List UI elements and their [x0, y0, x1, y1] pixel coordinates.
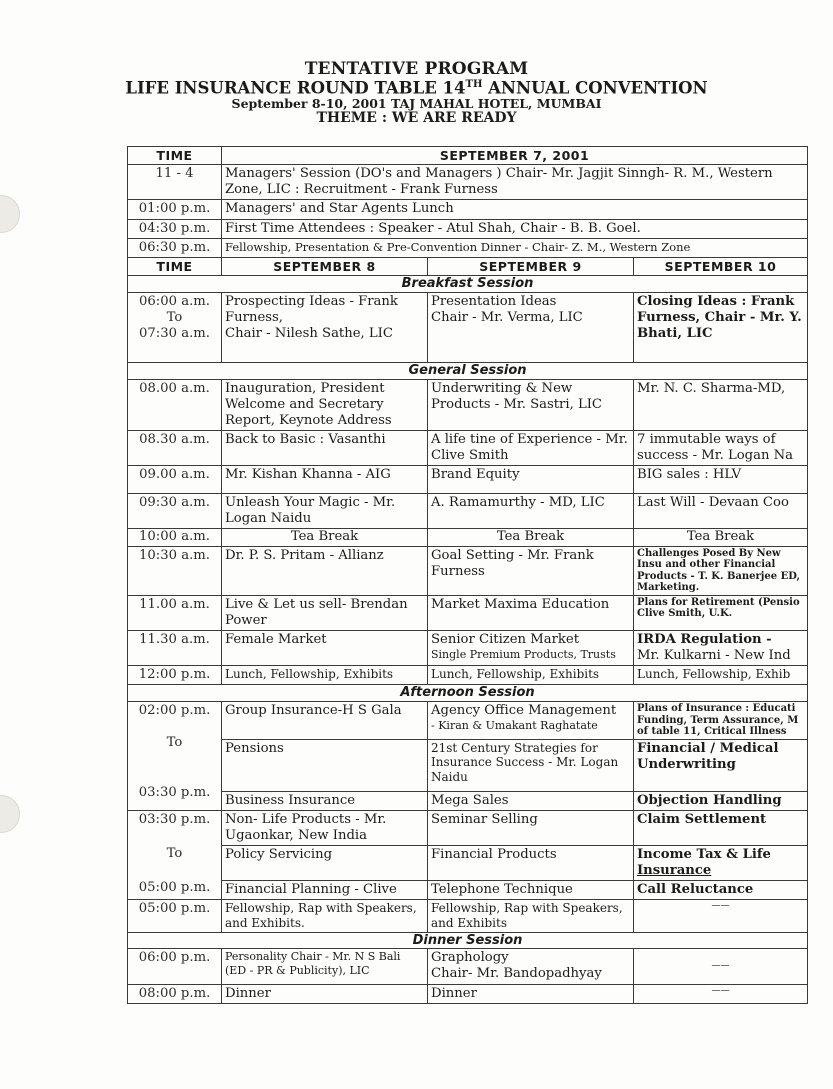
session-cell: Fellowship, Rap with Speakers, and Exhibits. [222, 900, 428, 932]
table-row [128, 631, 808, 666]
session-cell: Prospecting Ideas - Frank Furness, Chair - Nilesh Sathe, LIC [222, 292, 428, 362]
time-cell: 08:00 p.m. [128, 984, 222, 1003]
table-row [128, 595, 808, 630]
table-row [128, 494, 808, 529]
session-text: Mr. Kulkarni - New Ind [637, 648, 791, 664]
program-table [127, 146, 808, 1004]
session-text: Personality Chair - Mr. N S Bali [225, 950, 401, 964]
session-cell: Mr. Kishan Khanna - AIG [222, 466, 428, 494]
session-cell: Call Reluctance [634, 881, 808, 900]
tea-break-cell: Tea Break [428, 529, 634, 547]
session-text: (ED - PR & Publicity), LIC [225, 963, 370, 977]
table-row [128, 238, 808, 257]
session-cell: Lunch, Fellowship, Exhib [634, 666, 808, 685]
time-end: 03:30 p.m. [138, 785, 211, 801]
time-to: To [166, 735, 183, 751]
session-cell: Claim Settlement [634, 810, 808, 845]
time-cell: 06:00 p.m. [128, 949, 222, 984]
session-cell: —— [634, 949, 808, 984]
table-row [128, 900, 808, 932]
session-title-row [128, 932, 808, 949]
session-cell [428, 631, 634, 666]
time-cell: 04:30 p.m. [128, 219, 222, 238]
tea-break-cell: Tea Break [634, 529, 808, 547]
time-end: 05:00 p.m. [138, 879, 211, 895]
table-row [128, 200, 808, 219]
session-cell: Financial Planning - Clive [222, 881, 428, 900]
punch-hole-top [0, 195, 20, 233]
time-cell: 11 - 4 [128, 165, 222, 200]
session-title-row [128, 275, 808, 292]
time-cell: 06:30 p.m. [128, 238, 222, 257]
table-row [128, 546, 808, 595]
afternoon-session-title: Afternoon Session [128, 685, 808, 702]
table-row [128, 702, 808, 740]
time-cell [128, 810, 222, 899]
table-row [128, 666, 808, 685]
session-text: Insurance [637, 863, 712, 879]
breakfast-session-title: Breakfast Session [128, 275, 808, 292]
time-cell: 11.30 a.m. [128, 631, 222, 666]
session-cell: Inauguration, President Welcome and Secretary Report, Keynote Address [222, 379, 428, 430]
session-cell: Business Insurance [222, 791, 428, 810]
session-cell: Policy Servicing [222, 845, 428, 880]
table-row [128, 984, 808, 1003]
session-cell [428, 702, 634, 740]
session-cell: A. Ramamurthy - MD, LIC [428, 494, 634, 529]
session-title-row [128, 685, 808, 702]
session-cell: Managers' and Star Agents Lunch [222, 200, 808, 219]
session-cell: —— [634, 900, 808, 932]
session-cell: Group Insurance-H S Gala [222, 702, 428, 740]
session-cell: Plans for Retirement (Pensio Clive Smith, U.K. [634, 595, 808, 630]
time-header: TIME [128, 257, 222, 275]
session-title-row [128, 362, 808, 379]
session-cell: 21st Century Strategies for Insurance Success - Mr. Logan Naidu [428, 739, 634, 791]
time-end: 07:30 a.m. [139, 326, 210, 342]
time-to: To [166, 309, 183, 325]
session-text: Senior Citizen Market [431, 632, 580, 648]
session-cell: Brand Equity [428, 466, 634, 494]
session-cell: Plans of Insurance : Educati Funding, Term Assurance, M of table 11, Critical Illness [634, 702, 808, 740]
time-cell: 08.30 a.m. [128, 430, 222, 465]
session-cell: 7 immutable ways of success - Mr. Logan Na [634, 430, 808, 465]
table-row [128, 165, 808, 200]
title-convention [0, 79, 833, 98]
time-cell: 09.00 a.m. [128, 466, 222, 494]
session-text: Graphology [431, 950, 509, 966]
time-cell: 01:00 p.m. [128, 200, 222, 219]
session-cell: Last Will - Devaan Coo [634, 494, 808, 529]
table-row [128, 791, 808, 810]
dinner-session-title: Dinner Session [128, 932, 808, 949]
session-cell: Presentation Ideas Chair - Mr. Verma, LIC [428, 292, 634, 362]
table-row [128, 466, 808, 494]
table-row [128, 845, 808, 880]
document-header [0, 60, 833, 126]
time-start: 06:00 a.m. [139, 293, 210, 309]
table-row [128, 881, 808, 900]
time-cell: 11.00 a.m. [128, 595, 222, 630]
table-row [128, 430, 808, 465]
session-cell: Unleash Your Magic - Mr. Logan Naidu [222, 494, 428, 529]
day-header-sept-9: SEPTEMBER 9 [428, 257, 634, 275]
time-cell: 05:00 p.m. [128, 900, 222, 932]
time-cell [128, 292, 222, 362]
session-text: Income Tax & Life [637, 846, 771, 862]
session-text: Agency Office Management [431, 703, 617, 719]
session-text: Managers' Session (DO's and Managers ) Chair- Mr. Jagjit Sinngh- R. M., Western [225, 166, 773, 182]
session-cell: Mega Sales [428, 791, 634, 810]
session-cell: Mr. N. C. Sharma-MD, [634, 379, 808, 430]
day-header-sept-8: SEPTEMBER 8 [222, 257, 428, 275]
time-to: To [166, 845, 183, 861]
table-row [128, 810, 808, 845]
session-cell: Challenges Posed By New Insu and other Financial Products - T. K. Banerjee ED, Marketing. [634, 546, 808, 595]
session-cell: Female Market [222, 631, 428, 666]
title-convention-main: LIFE INSURANCE ROUND TABLE 14 [125, 78, 466, 98]
session-text: Zone, LIC : Recruitment - Frank Furness [225, 182, 498, 198]
session-cell: Back to Basic : Vasanthi [222, 430, 428, 465]
table-row [128, 529, 808, 547]
session-cell: A life tine of Experience - Mr. Clive Smith [428, 430, 634, 465]
time-start: 02:00 p.m. [138, 703, 211, 719]
session-cell [634, 631, 808, 666]
session-cell: Live & Let us sell- Brendan Power [222, 595, 428, 630]
session-cell: Lunch, Fellowship, Exhibits [428, 666, 634, 685]
session-text: IRDA Regulation - [637, 632, 772, 648]
day-header-sept-10: SEPTEMBER 10 [634, 257, 808, 275]
date-header-sept-7: SEPTEMBER 7, 2001 [222, 147, 808, 165]
session-cell: Closing Ideas : Frank Furness, Chair - Mr. Y. Bhati, LIC [634, 292, 808, 362]
punch-hole-bottom [0, 795, 20, 833]
session-cell: Dr. P. S. Pritam - Allianz [222, 546, 428, 595]
subtitle-dates-venue: September 8-10, 2001 TAJ MAHAL HOTEL, MUMBAI [231, 96, 602, 112]
session-cell: Fellowship, Presentation & Pre-Convention Dinner - Chair- Z. M., Western Zone [222, 238, 808, 257]
session-cell: Underwriting & New Products - Mr. Sastri, LIC [428, 379, 634, 430]
session-cell: Goal Setting - Mr. Frank Furness [428, 546, 634, 595]
subtitle-theme: THEME : WE ARE READY [316, 110, 517, 127]
session-cell: Fellowship, Rap with Speakers, and Exhibits [428, 900, 634, 932]
session-cell: Financial / Medical Underwriting [634, 739, 808, 791]
table-row [128, 147, 808, 165]
session-text: - Kiran & Umakant Raghatate [431, 719, 598, 733]
time-header: TIME [128, 147, 222, 165]
table-row [128, 219, 808, 238]
table-row [128, 949, 808, 984]
session-cell: Dinner [428, 984, 634, 1003]
session-text: Single Premium Products, Trusts [431, 648, 616, 662]
session-cell: Telephone Technique [428, 881, 634, 900]
session-cell: Lunch, Fellowship, Exhibits [222, 666, 428, 685]
session-cell: BIG sales : HLV [634, 466, 808, 494]
time-cell: 12:00 p.m. [128, 666, 222, 685]
time-cell: 09:30 a.m. [128, 494, 222, 529]
session-cell: —— [634, 984, 808, 1003]
time-cell: 10:00 a.m. [128, 529, 222, 547]
title-convention-rest: ANNUAL CONVENTION [482, 78, 708, 98]
general-session-title: General Session [128, 362, 808, 379]
session-cell [222, 165, 808, 200]
time-cell [128, 702, 222, 811]
time-cell: 08.00 a.m. [128, 379, 222, 430]
session-cell [428, 949, 634, 984]
session-cell: Non- Life Products - Mr. Ugaonkar, New India [222, 810, 428, 845]
session-cell: Pensions [222, 739, 428, 791]
table-row [128, 292, 808, 362]
session-cell: Market Maxima Education [428, 595, 634, 630]
session-cell: Dinner [222, 984, 428, 1003]
title-convention-sup: TH [465, 78, 483, 90]
time-start: 03:30 p.m. [138, 811, 211, 827]
session-cell [222, 949, 428, 984]
session-cell: Objection Handling [634, 791, 808, 810]
tea-break-cell: Tea Break [222, 529, 428, 547]
title-tentative-program: TENTATIVE PROGRAM [304, 59, 529, 79]
table-row [128, 257, 808, 275]
session-cell: Financial Products [428, 845, 634, 880]
session-text: Chair- Mr. Bandopadhyay [431, 966, 602, 982]
table-row [128, 739, 808, 791]
session-cell: First Time Attendees : Speaker - Atul Shah, Chair - B. B. Goel. [222, 219, 808, 238]
time-cell: 10:30 a.m. [128, 546, 222, 595]
table-row [128, 379, 808, 430]
session-cell: Seminar Selling [428, 810, 634, 845]
session-cell [634, 845, 808, 880]
